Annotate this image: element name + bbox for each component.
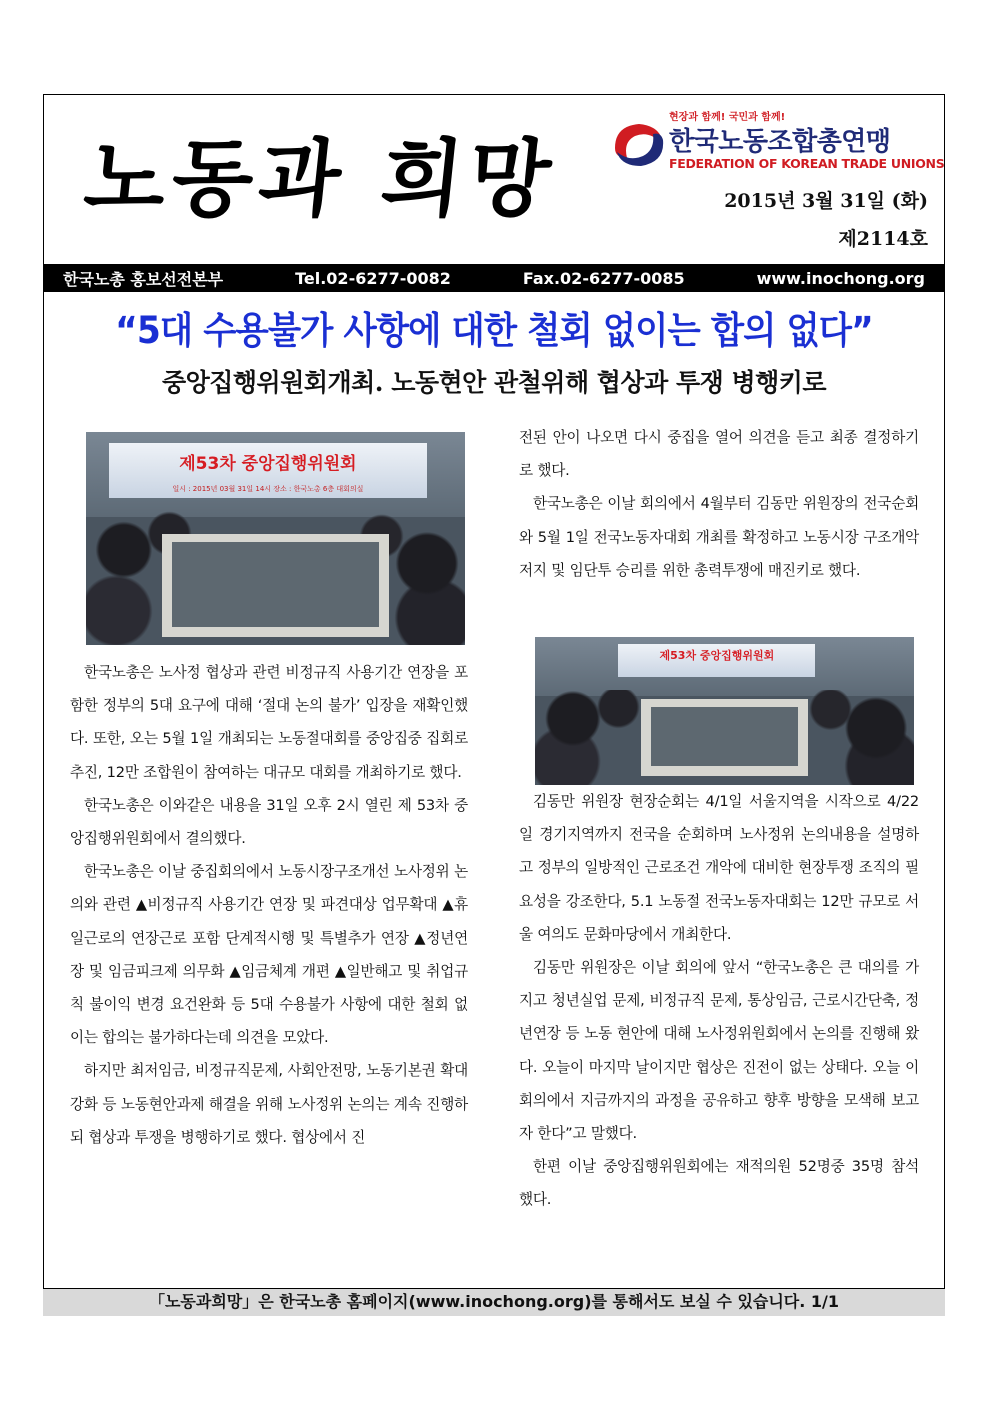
article-paragraph: 한국노총은 이날 중집회의에서 노동시장구조개선 노사정위 논의와 관련 ▲비정규직 사용기간 연장 및 파견대상 업무확대 ▲휴일근로의 연장근로 포함 단계적시행 및 특별추가 연장 ▲정년연장 및 임금피크제 의무화 ▲임금체계 개편 ▲일반해고 및 취업규칙 불이익 변경 요건완화 등 5대 수용불가 사항에 대한 철회 없이는 합의는 불가하다는데 의견을 모았다.	[70, 863, 468, 1047]
article-left-column	[70, 656, 468, 1154]
article-paragraph: 한국노총은 이날 회의에서 4월부터 김동만 위원장의 전국순회와 5월 1일 전국노동자대회 개최를 확정하고 노동시장 구조개악 저지 및 임단투 승리를 위한 총력투쟁에 매진키로 했다.	[519, 495, 919, 579]
article-right-column-bottom	[519, 785, 919, 1217]
contact-bar	[43, 264, 945, 292]
federation-name: 한국노동조합총연맹	[669, 127, 891, 157]
article-right-column-top	[519, 421, 919, 587]
photo-banner-title: 제53차 중앙집행위원회	[179, 454, 357, 475]
main-headline: “5대 수용불가 사항에 대한 철회 없이는 합의 없다”	[115, 309, 873, 352]
issue-number: 제2114호	[838, 228, 928, 250]
article-paragraph: 김동만 위원장은 이날 회의에 앞서 “한국노총은 큰 대의를 가지고 청년실업 문제, 비정규직 문제, 통상임금, 근로시간단축, 정년연장 등 노동 현안에 대해 노사정위원회에서 논의를 진행해 왔다. 오늘이 마지막 날이지만 협상은 진전이 없는 상태다. 오늘 이 회의에서 지금까지의 과정을 공유하고 향후 방향을 모색해 보고자 한다”고 말했다.	[519, 959, 919, 1143]
article-paragraph: 김동만 위원장 현장순회는 4/1일 서울지역을 시작으로 4/22일 경기지역까지 전국을 순회하며 노사정위 논의내용을 설명하고 정부의 일방적인 근로조건 개악에 대비한 현장투쟁 조직의 필요성을 강조한다, 5.1 노동절 전국노동자대회는 12만 규모로 서울 여의도 문화마당에서 개최한다.	[519, 793, 919, 943]
fktu-logo-icon	[609, 118, 669, 170]
article-paragraph: 한국노총은 이와같은 내용을 31일 오후 2시 열린 제 53차 중앙집행위원회에서 결의했다.	[70, 796, 468, 848]
federation-english-name: FEDERATION OF KOREAN TRADE UNIONS	[669, 156, 945, 171]
photo-banner-detail: 일시 : 2015년 03월 31일 14시 장소 : 한국노총 6층 대회의실	[172, 484, 364, 493]
website-link[interactable]: www.inochong.org	[756, 268, 925, 288]
meeting-photo-1	[86, 432, 465, 645]
sub-headline: 중앙집행위원회개최. 노동현안 관철위해 협상과 투쟁 병행키로	[161, 368, 827, 397]
footer-notice: 「노동과희망」은 한국노총 홈페이지(www.inochong.org)를 통해서도 보실 수 있습니다. 1/1	[43, 1288, 945, 1316]
meeting-photo-2	[535, 637, 914, 785]
article-paragraph: 한국노총은 노사정 협상과 관련 비정규직 사용기간 연장을 포함한 정부의 5대 요구에 대해 ‘절대 논의 불가’ 입장을 재확인했다. 또한, 오는 5월 1일 개최되는 노동절대회를 중앙집중 집회로 추진, 12만 조합원이 참여하는 대규모 대회를 개최하기로 했다.	[70, 664, 468, 781]
article-paragraph: 한편 이날 중앙집행위원회에는 재적의원 52명중 35명 참석 했다.	[519, 1158, 919, 1209]
article-paragraph: 전된 안이 나오면 다시 중집을 열어 의견을 듣고 최종 결정하기로 했다.	[519, 429, 919, 480]
article-paragraph: 하지만 최저임금, 비정규직문제, 사회안전망, 노동기본권 확대강화 등 노동현안과제 해결을 위해 노사정위 논의는 계속 진행하되 협상과 투쟁을 병행하기로 했다. 협상에서 진	[70, 1062, 468, 1146]
issue-date: 2015년 3월 31일 (화)	[724, 190, 928, 212]
department-label: 한국노총 홍보선전본부	[63, 269, 224, 289]
photo-banner-title: 제53차 중앙집행위원회	[659, 648, 775, 662]
fax-label: Fax.02-6277-0085	[522, 268, 685, 288]
newspaper-title: 노동과 희망	[79, 129, 562, 228]
tel-label: Tel.02-6277-0082	[295, 268, 451, 288]
federation-slogan: 현장과 함께! 국민과 함께!	[669, 112, 786, 123]
